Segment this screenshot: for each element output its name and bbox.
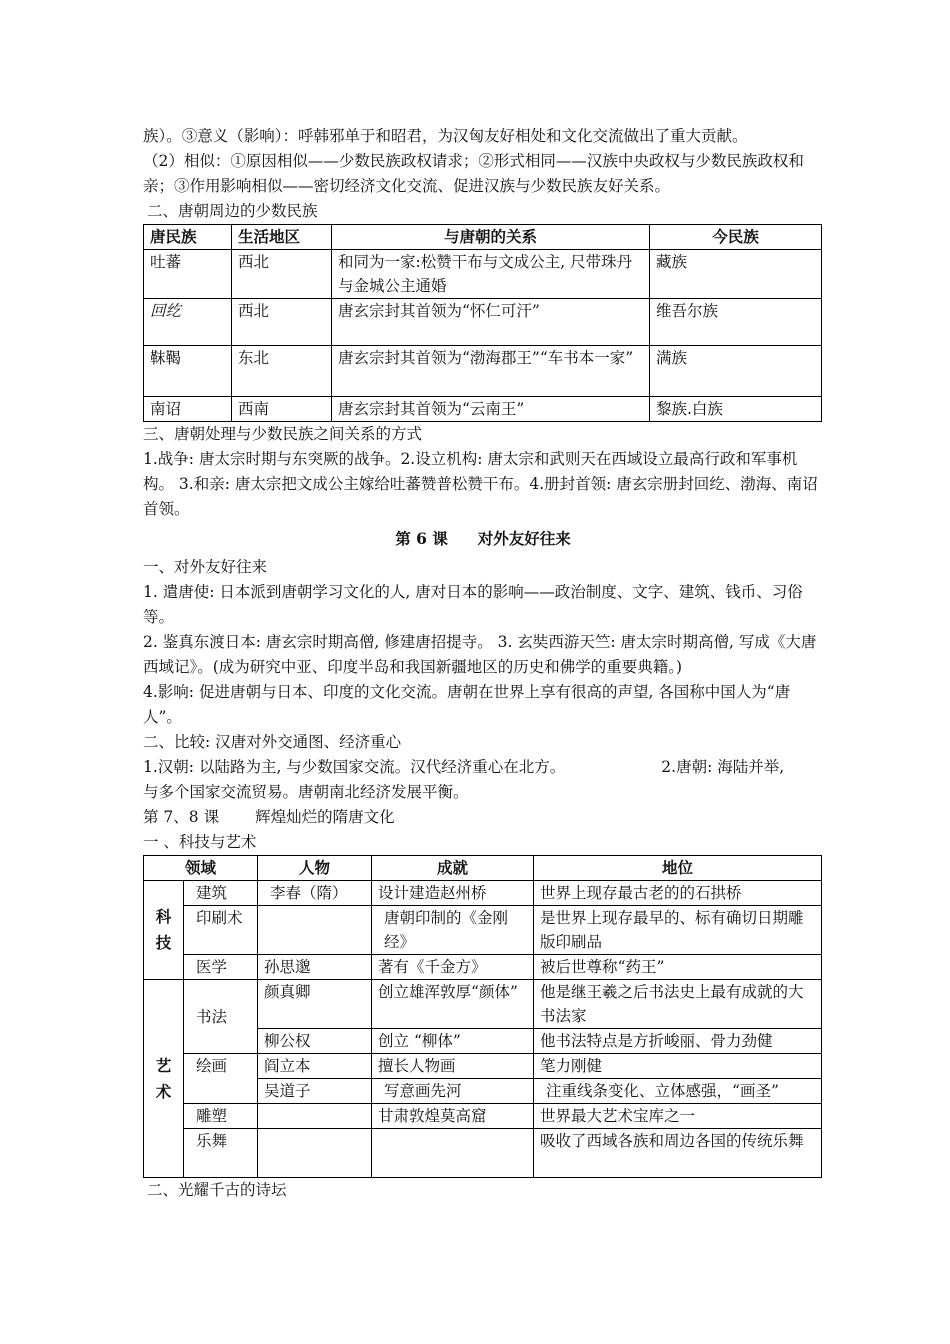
table-cell: 李春（隋） [258, 881, 372, 906]
lesson-6-sub-1: 一、对外友好往来 [143, 558, 268, 576]
table-cell: 黎族.白族 [650, 397, 822, 422]
lesson-6-sub-2: 二、比较: 汉唐对外交通图、经济重心 [143, 733, 402, 751]
lesson-78-title [143, 805, 823, 830]
table-cell: 孙思邈 [258, 955, 372, 980]
group-art-char: 术 [155, 1081, 172, 1101]
section-2-title: 二、唐朝周边的少数民族 [147, 202, 318, 220]
table-cell: 书法 [184, 980, 258, 1054]
lesson-6-p2: 2. 鉴真东渡日本: 唐玄宗时期高僧, 修建唐招提寺。 3. 玄奘西游天竺: 唐太宗时期高僧, 写成《大唐西域记》。(成为研究中亚、印度半岛和我国新疆地区的历史和佛学的重要典籍。) [143, 633, 817, 676]
table-row [144, 1129, 822, 1178]
section-3-text: 1.战争: 唐太宗时期与东突厥的战争。2.设立机构: 唐太宗和武则天在西域设立最高行政和军事机构。 3.和亲: 唐太宗把文成公主嫁给吐蕃赞普松赞干布。4.册封首领: 唐玄宗册封回纥、渤海、南诏首领。 [143, 450, 818, 518]
table-cell: 是世界上现存最早的、标有确切日期雕版印刷品 [534, 906, 822, 955]
table-row [144, 906, 822, 955]
intro-line-1: 族）。③意义（影响）：呼韩邪单于和昭君，为汉匈友好相处和文化交流做出了重大贡献。 [143, 127, 748, 145]
table-cell: 甘肃敦煌莫高窟 [372, 1104, 534, 1129]
table-cell: 唐朝印制的《金刚经》 [372, 906, 534, 955]
header-achievement: 成就 [372, 856, 534, 881]
section-3-title: 三、唐朝处理与少数民族之间关系的方式 [143, 425, 423, 443]
ethnic-table-header [144, 225, 822, 250]
table-row [144, 397, 822, 422]
table-cell: 吐蕃 [144, 250, 232, 299]
group-art [144, 980, 184, 1178]
ethnic-table [143, 224, 822, 422]
intro-line-2: （2）相似：①原因相似——少数民族政权请求；②形式相同——汉族中央政权与少数民族政权和亲；③作用影响相似——密切经济文化交流、促进汉族与少数民族友好关系。 [143, 152, 804, 195]
group-science-char: 技 [155, 933, 172, 952]
table-cell: 擅长人物画 [372, 1054, 534, 1079]
table-cell [258, 906, 372, 955]
lesson-6-title [143, 526, 823, 551]
table-cell: 维吾尔族 [650, 299, 822, 346]
table-cell: 印刷术 [184, 906, 258, 955]
table-cell: 吸收了西域各族和周边各国的传统乐舞 [534, 1129, 822, 1178]
table-cell: 唐玄宗封其首领为“云南王” [332, 397, 650, 422]
table-cell: 东北 [232, 346, 332, 397]
header-modern-ethnic: 今民族 [650, 225, 822, 250]
lesson-6-p4-cont: 与多个国家交流贸易。唐朝南北经济发展平衡。 [143, 783, 469, 801]
table-cell: 他是继王羲之后书法史上最有成就的大书法家 [534, 980, 822, 1029]
table-cell: 唐玄宗封其首领为“怀仁可汗” [332, 299, 650, 346]
table-cell: 医学 [184, 955, 258, 980]
lesson-6-number: 第 6 课 [395, 529, 448, 548]
table-cell: 回纥 [144, 299, 232, 346]
table-cell: 建筑 [184, 881, 258, 906]
group-science [144, 881, 184, 980]
table-cell: 吴道子 [258, 1079, 372, 1104]
lesson-6-p4 [143, 755, 823, 780]
table-cell: 笔力刚健 [534, 1054, 822, 1079]
table-cell [258, 1129, 372, 1178]
table-row [144, 980, 822, 1029]
tang-dynasty-text: 2.唐朝: 海陆并举, [661, 758, 785, 776]
table-cell: 靺鞨 [144, 346, 232, 397]
table-cell: 绘画 [184, 1054, 258, 1104]
table-cell: 和同为一家:松赞干布与文成公主, 尺带珠丹与金城公主通婚 [332, 250, 650, 299]
table-cell: 著有《千金方》 [372, 955, 534, 980]
table-cell: 创立雄浑敦厚“颜体” [372, 980, 534, 1029]
table-cell: 雕塑 [184, 1104, 258, 1129]
table-cell: 乐舞 [184, 1129, 258, 1178]
lesson-6-p3: 4.影响: 促进唐朝与日本、印度的文化交流。唐朝在世界上享有很高的声望, 各国称中国人为“唐人”。 [143, 683, 791, 726]
table-row [144, 299, 822, 346]
table-cell: 阎立本 [258, 1054, 372, 1079]
table-cell: 柳公权 [258, 1029, 372, 1054]
table-row [144, 1054, 822, 1079]
table-cell: 西北 [232, 299, 332, 346]
lesson-6-p1: 1. 遣唐使: 日本派到唐朝学习文化的人, 唐对日本的影响——政治制度、文字、建筑、钱币、习俗等。 [143, 583, 803, 626]
lesson-78-sub-2: 二、光耀千古的诗坛 [147, 1181, 287, 1199]
lesson-78-sub-1: 一 、科技与艺术 [143, 833, 257, 851]
table-cell: 创立 “柳体” [372, 1029, 534, 1054]
table-cell: 写意画先河 [372, 1079, 534, 1104]
header-status: 地位 [534, 856, 822, 881]
header-tang-ethnic: 唐民族 [144, 225, 232, 250]
header-relation: 与唐朝的关系 [332, 225, 650, 250]
table-row [144, 955, 822, 980]
culture-table [143, 855, 822, 1178]
header-field: 领域 [144, 856, 258, 881]
header-person: 人物 [258, 856, 372, 881]
table-cell: 西南 [232, 397, 332, 422]
table-cell: 南诏 [144, 397, 232, 422]
document-page [143, 124, 823, 1203]
table-cell: 藏族 [650, 250, 822, 299]
table-cell [258, 1104, 372, 1129]
table-cell: 唐玄宗封其首领为“渤海郡王”“车书本一家” [332, 346, 650, 397]
lesson-6-name: 对外友好往来 [477, 529, 571, 548]
table-cell: 颜真卿 [258, 980, 372, 1029]
table-cell: 被后世尊称“药王” [534, 955, 822, 980]
table-cell: 世界上现存最古老的的石拱桥 [534, 881, 822, 906]
group-art-char: 艺 [155, 1055, 172, 1075]
table-cell: 西北 [232, 250, 332, 299]
table-cell: 设计建造赵州桥 [372, 881, 534, 906]
lesson-78-name: 辉煌灿烂的隋唐文化 [255, 808, 395, 826]
table-cell: 世界最大艺术宝库之一 [534, 1104, 822, 1129]
table-cell: 注重线条变化、立体感强，“画圣” [534, 1079, 822, 1104]
lesson-78-number: 第 7、8 课 [143, 808, 220, 826]
header-region: 生活地区 [232, 225, 332, 250]
table-cell: 满族 [650, 346, 822, 397]
han-dynasty-text: 1.汉朝: 以陆路为主, 与少数国家交流。汉代经济重心在北方。 [143, 758, 566, 776]
table-row [144, 250, 822, 299]
culture-table-header [144, 856, 822, 881]
table-row [144, 881, 822, 906]
table-row [144, 346, 822, 397]
group-science-char: 科 [155, 907, 172, 926]
table-cell [372, 1129, 534, 1178]
table-cell: 他书法特点是方折峻丽、骨力劲健 [534, 1029, 822, 1054]
table-row [144, 1104, 822, 1129]
